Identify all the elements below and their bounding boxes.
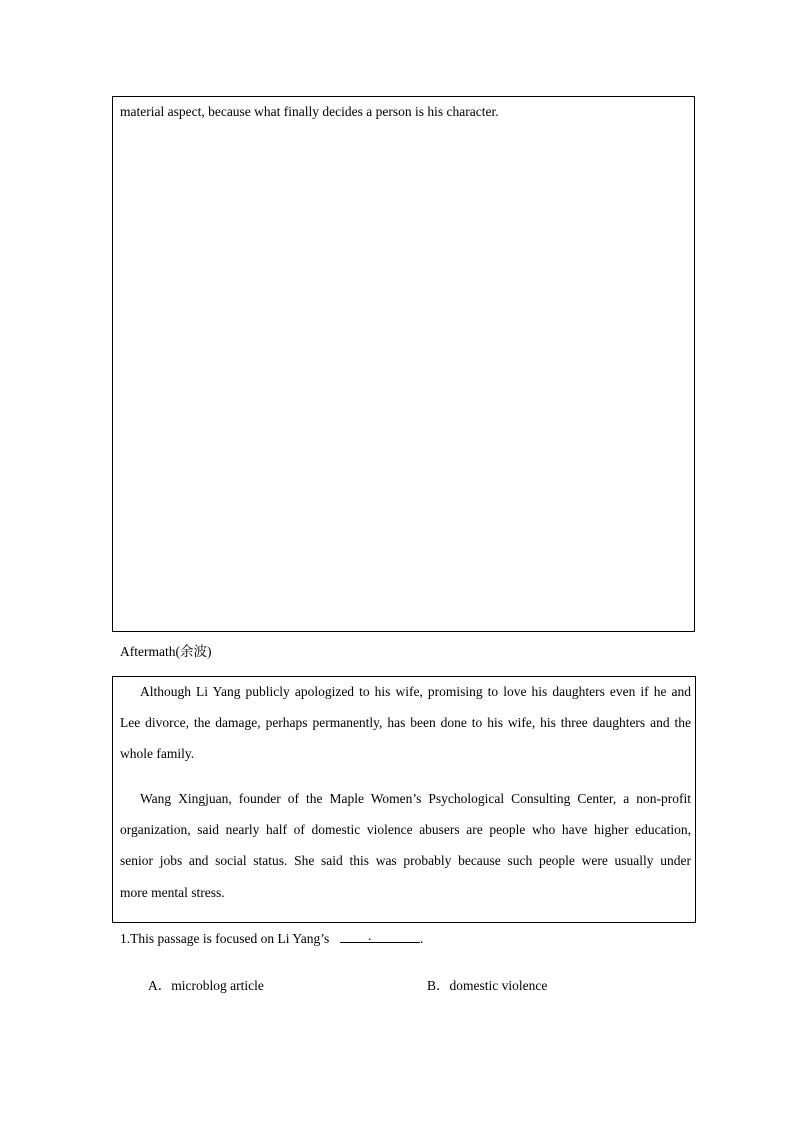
passage-p2-line-1: Wang Xingjuan, founder of the Maple Women’s Psychological Consulting Center, a non-profit	[140, 791, 691, 806]
question-end: .	[420, 931, 424, 946]
top-passage-box	[112, 96, 695, 632]
option-a[interactable]: A．microblog article	[148, 978, 264, 993]
question-stem: 1.This passage is focused on Li Yang’s	[120, 931, 330, 946]
passage-p1-line-2: Lee divorce, the damage, perhaps permanently, has been done to his wife, his three daughters and the	[120, 715, 691, 730]
answer-blank[interactable]: .	[340, 930, 420, 943]
passage-p2-line-2: organization, said nearly half of domestic violence abusers are people who have higher education,	[120, 822, 691, 837]
passage-p2-line-4: more mental stress.	[120, 885, 225, 900]
section-heading: Aftermath(余波)	[120, 644, 212, 659]
option-b[interactable]: B．domestic violence	[427, 978, 548, 993]
passage-p1-line-3: whole family.	[120, 746, 195, 761]
question-1	[120, 930, 423, 947]
passage-p1-line-1: Although Li Yang publicly apologized to his wife, promising to love his daughters even if he and	[140, 684, 691, 699]
passage-p2-line-3: senior jobs and social status. She said this was probably because such people were usually under	[120, 853, 691, 868]
top-passage-text: material aspect, because what finally decides a person is his character.	[120, 104, 499, 119]
